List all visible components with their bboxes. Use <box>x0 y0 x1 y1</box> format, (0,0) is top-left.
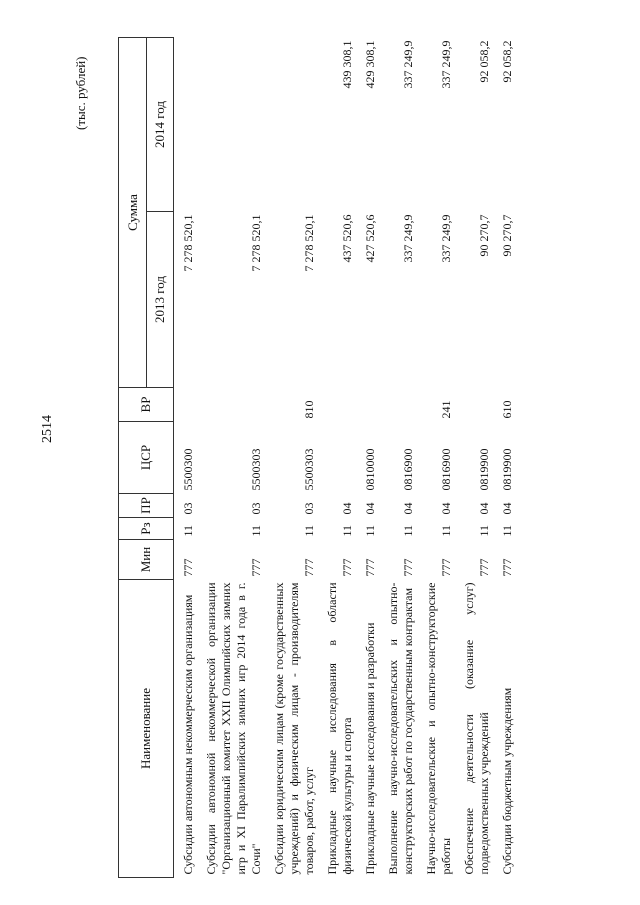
cell-2013: 427 520,6 <box>363 214 377 263</box>
cell-2013: 7 278 520,1 <box>181 214 195 272</box>
cell-name: Субсидии автономным некоммерческим организациям <box>181 594 195 875</box>
cell-rz: 11 <box>477 524 491 537</box>
cell-2014: 429 308,1 <box>363 40 377 89</box>
cell-vr <box>325 388 356 422</box>
header-year-2014: 2014 год <box>147 38 174 212</box>
cell-csr: 0819900 <box>500 448 514 491</box>
table-row <box>386 38 417 878</box>
table-row <box>204 38 265 878</box>
spacer-cell <box>417 38 424 878</box>
cell-2013: 337 249,9 <box>439 214 453 263</box>
cell-csr: 0816900 <box>401 448 415 491</box>
header-pr: ПР <box>119 494 174 518</box>
cell-2014: 439 308,1 <box>340 40 354 89</box>
cell-name: Прикладные научные исследования в области физической культуры и спорта <box>325 582 354 875</box>
spacer-cell <box>356 38 363 878</box>
cell-pr: 04 <box>477 502 491 515</box>
cell-pr: 04 <box>500 502 514 515</box>
cell-min: 777 <box>439 558 453 577</box>
row-spacer <box>379 38 386 878</box>
cell-rz: 11 <box>500 524 514 537</box>
header-min: Мин <box>119 540 174 580</box>
cell-rz: 11 <box>302 524 316 537</box>
cell-2014: 92 058,2 <box>477 40 491 83</box>
cell-rz: 11 <box>363 524 377 537</box>
cell-vr: 241 <box>439 400 453 419</box>
cell-min: 777 <box>477 558 491 577</box>
cell-rz: 11 <box>439 524 453 537</box>
spacer-cell <box>493 38 500 878</box>
cell-2013: 90 270,7 <box>477 214 491 257</box>
row-spacer <box>197 38 204 878</box>
cell-2014 <box>272 38 318 212</box>
row-spacer <box>455 38 462 878</box>
cell-min: 777 <box>181 558 195 577</box>
cell-vr: 810 <box>302 400 316 419</box>
cell-vr <box>181 388 197 422</box>
table-row <box>325 38 356 878</box>
spacer-cell <box>265 38 272 878</box>
cell-pr: 04 <box>363 502 377 515</box>
cell-2014: 337 249,9 <box>401 40 415 89</box>
cell-2014: 92 058,2 <box>500 40 514 83</box>
cell-vr <box>386 388 417 422</box>
header-csr: ЦСР <box>119 422 174 494</box>
cell-csr: 0819900 <box>477 448 491 491</box>
cell-vr <box>363 388 379 422</box>
budget-table <box>118 37 516 878</box>
cell-name: Выполнение научно-исследовательских и опытно-конструкторских работ по государственным контрактам <box>386 582 415 875</box>
cell-min: 777 <box>302 558 316 577</box>
cell-2013: 7 278 520,1 <box>302 214 316 272</box>
cell-rz: 11 <box>249 524 263 537</box>
cell-name: Субсидии юридическим лицам (кроме государственных учреждений) и физическим лицам - производителям товаров, работ, услуг <box>272 582 316 875</box>
cell-vr <box>462 388 493 422</box>
cell-csr: 5500303 <box>302 448 316 491</box>
cell-pr: 03 <box>249 502 263 515</box>
cell-rz: 11 <box>181 524 195 537</box>
cell-min: 777 <box>401 558 415 577</box>
cell-2013: 90 270,7 <box>500 214 514 257</box>
header-year-2013: 2013 год <box>147 212 174 388</box>
table-body <box>174 38 517 878</box>
cell-csr: 5500303 <box>249 448 263 491</box>
table-row <box>424 38 455 878</box>
cell-vr <box>204 388 265 422</box>
cell-2013: 437 520,6 <box>340 214 354 263</box>
page-number: 2514 <box>40 415 55 443</box>
cell-pr: 04 <box>401 502 415 515</box>
row-spacer <box>417 38 424 878</box>
cell-pr: 03 <box>181 502 195 515</box>
cell-2014: 337 249,9 <box>439 40 453 89</box>
row-spacer <box>265 38 272 878</box>
cell-pr: 04 <box>439 502 453 515</box>
cell-rz: 11 <box>401 524 415 537</box>
cell-name: Субсидии бюджетным учреждениям <box>500 687 514 875</box>
cell-vr: 610 <box>500 400 514 419</box>
cell-pr: 04 <box>340 502 354 515</box>
spacer-cell <box>174 38 182 878</box>
spacer-cell <box>379 38 386 878</box>
cell-2014 <box>181 38 197 212</box>
table-row <box>363 38 379 878</box>
row-spacer <box>318 38 325 878</box>
cell-min: 777 <box>249 558 263 577</box>
cell-pr: 03 <box>302 502 316 515</box>
cell-csr: 5500300 <box>181 448 195 491</box>
table-header <box>119 38 174 878</box>
budget-table-container <box>118 38 566 878</box>
table-row <box>181 38 197 878</box>
cell-csr <box>325 422 356 494</box>
header-rz: Рз <box>119 518 174 540</box>
table-row <box>462 38 493 878</box>
cell-csr: 0810000 <box>363 448 377 491</box>
cell-2013: 7 278 520,1 <box>249 214 263 272</box>
header-vr: ВР <box>119 388 174 422</box>
row-spacer <box>493 38 500 878</box>
cell-min: 777 <box>363 558 377 577</box>
table-row <box>500 38 516 878</box>
spacer-cell <box>455 38 462 878</box>
header-sum: Сумма <box>119 38 147 388</box>
row-spacer <box>174 38 182 878</box>
cell-rz: 11 <box>340 524 354 537</box>
cell-2014 <box>204 38 265 212</box>
cell-min: 777 <box>500 558 514 577</box>
spacer-cell <box>318 38 325 878</box>
cell-name: Обеспечение деятельности (оказание услуг) подведомственных учреждений <box>462 582 491 875</box>
units-note: (тыс. рублей) <box>73 56 88 130</box>
header-name: Наименование <box>119 580 174 878</box>
cell-name: Научно-исследовательские и опытно-конструкторские работы <box>424 582 453 875</box>
table-row <box>272 38 318 878</box>
cell-2013: 337 249,9 <box>401 214 415 263</box>
row-spacer <box>356 38 363 878</box>
cell-name: Прикладные научные исследования и разработки <box>363 622 377 875</box>
cell-min: 777 <box>340 558 354 577</box>
spacer-cell <box>197 38 204 878</box>
cell-csr: 0816900 <box>439 448 453 491</box>
cell-name: Субсидии автономной некоммерческой организации "Организационный комитет XXII Олимпийских зимних игр и XI Паралимпийских зимних игр 2014 года в г. Сочи" <box>204 582 263 875</box>
